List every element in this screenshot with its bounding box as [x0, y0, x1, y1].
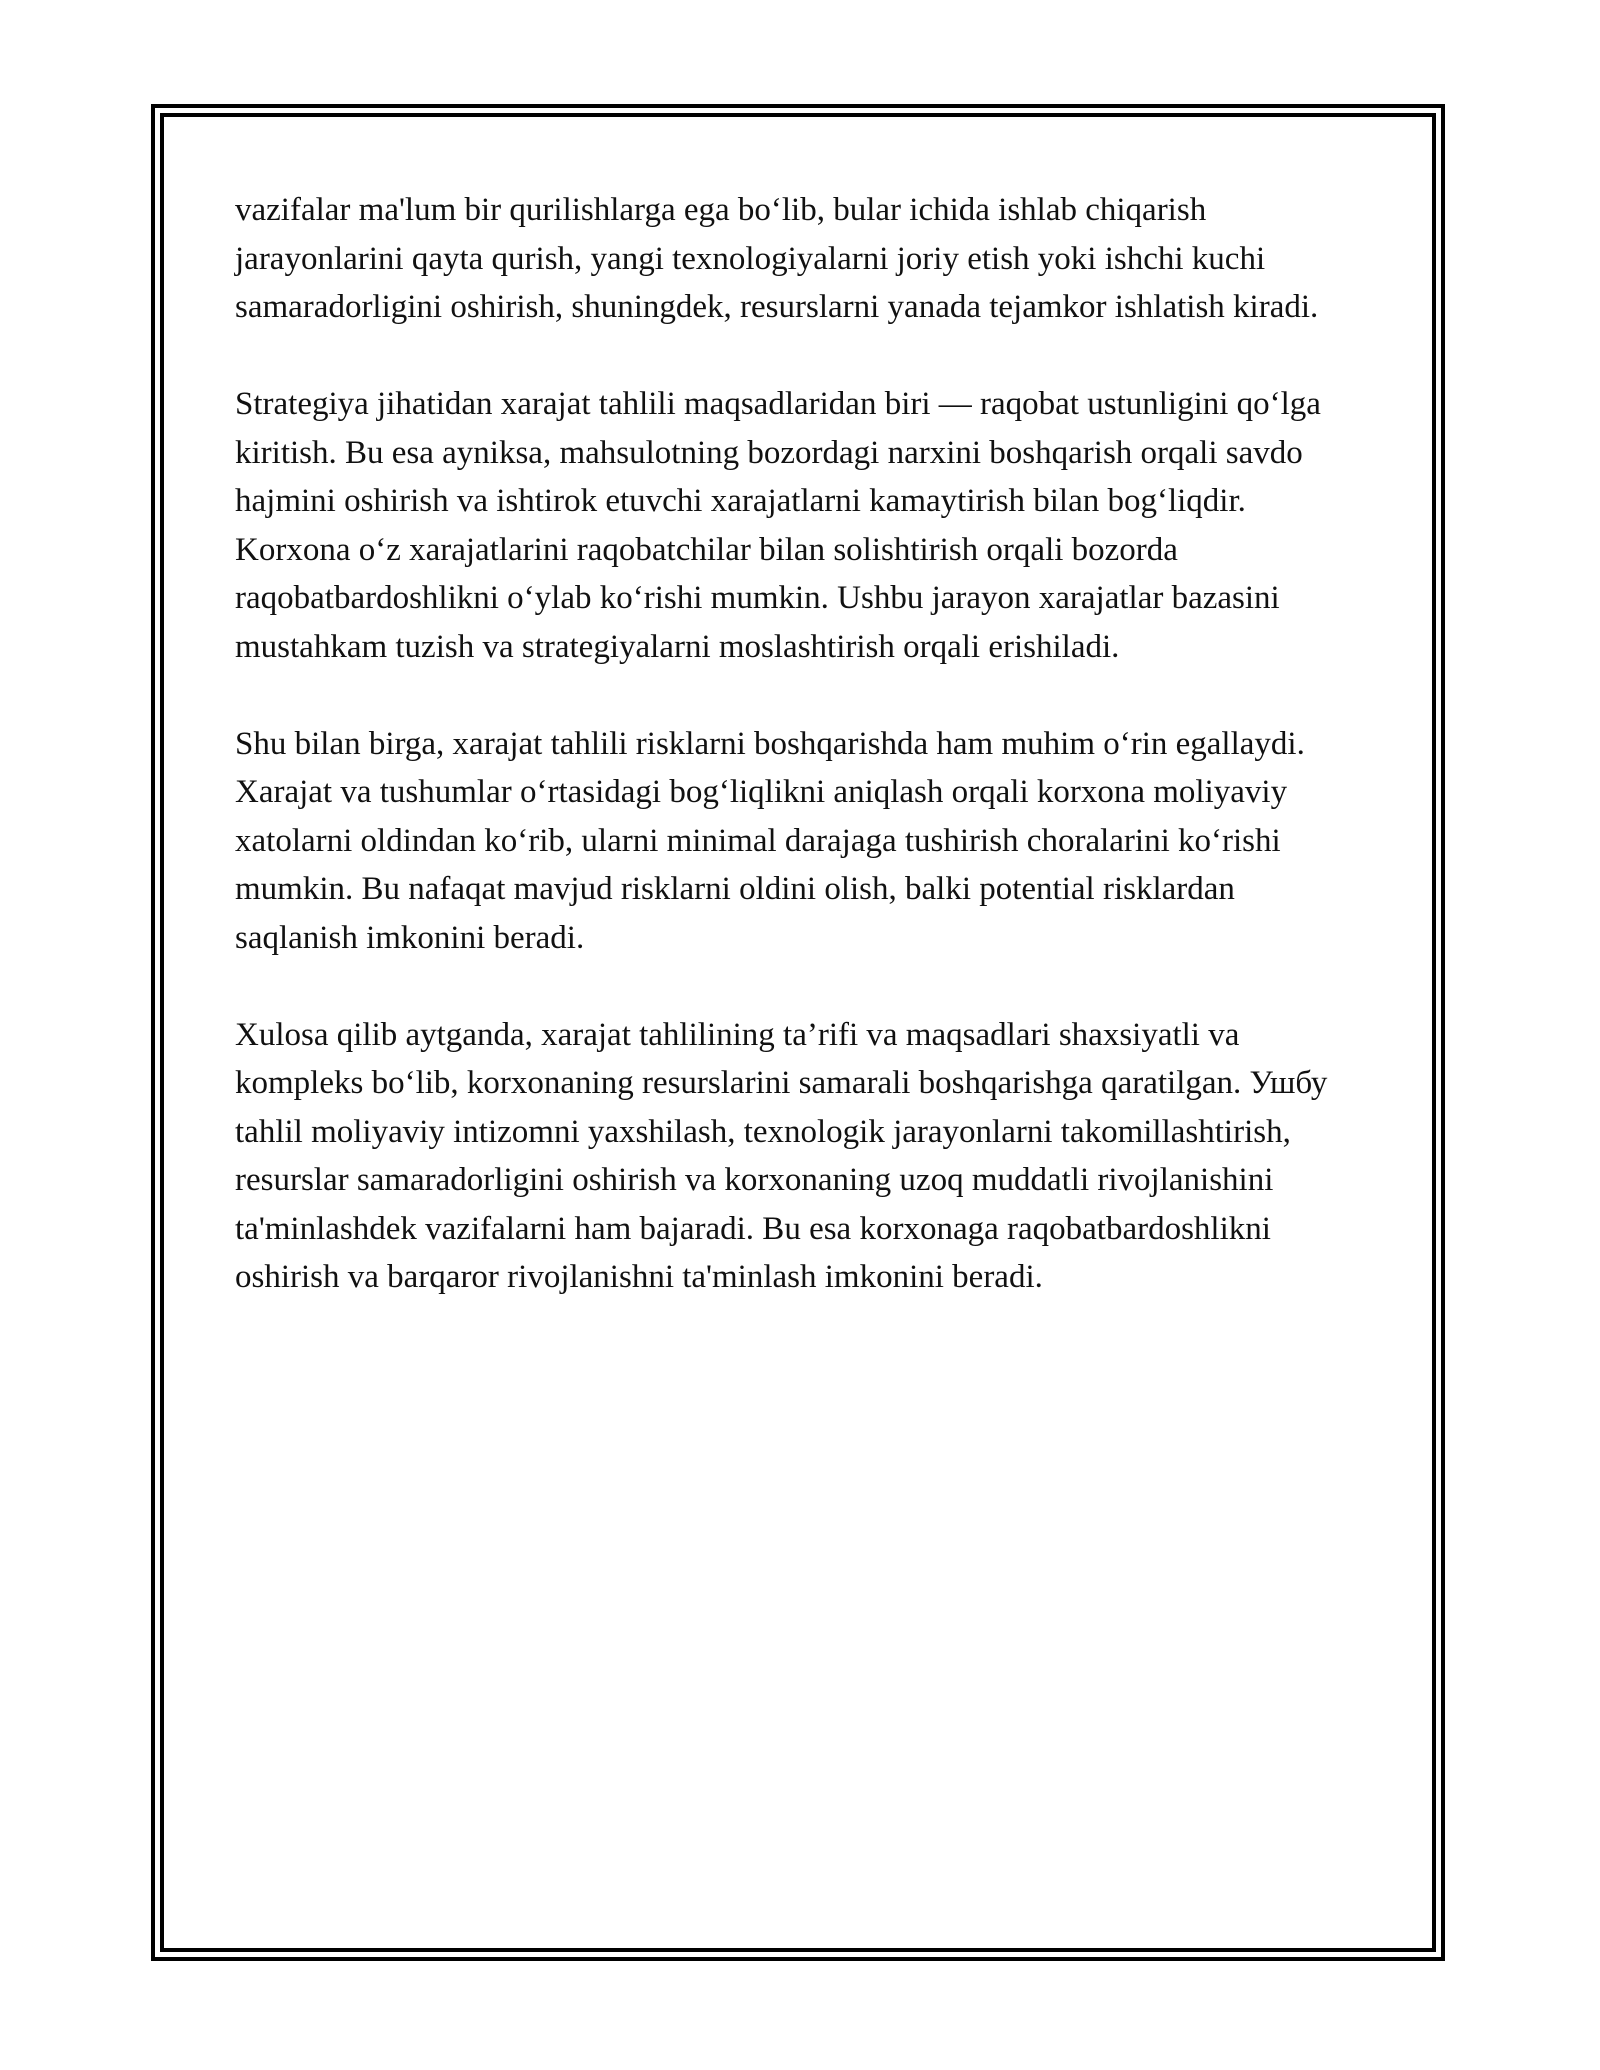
paragraph-2: Strategiya jihatidan xarajat tahlili maqsadlaridan biri — raqobat ustunligini qo‘lga kiritish. Bu esa ayniksa, mahsulotning bozordagi narxini boshqarish orqali savdo hajmini oshirish va ishtirok etuvchi xarajatlarni kamaytirish bilan bog‘liqdir. Korxona o‘z xarajatlarini raqobatchilar bilan solishtirish orqali bozorda raqobatbardoshlikni o‘ylab ko‘rishi mumkin. Ushbu jarayon xarajatlar bazasini mustahkam tuzish va strategiyalarni moslashtirish orqali erishiladi.: [235, 386, 1321, 665]
paragraph-4: Xulosa qilib aytganda, xarajat tahlilining ta’rifi va maqsadlari shaxsiyatli va kompleks bo‘lib, korxonaning resurslarini samarali boshqarishga qaratilgan. Ушбу tahlil moliyaviy intizomni yaxshilash, texnologik jarayonlarni takomillashtirish, resurslar samaradorligini oshirish va korxonaning uzoq muddatli rivojlanishini ta'minlashdek vazifalarni ham bajaradi. Bu esa korxonaga raqobatbardoshlikni oshirish va barqaror rivojlanishni ta'minlash imkonini beradi.: [235, 1016, 1328, 1295]
paragraph-3: Shu bilan birga, xarajat tahlili risklarni boshqarishda ham muhim o‘rin egallaydi. Xarajat va tushumlar o‘rtasidagi bog‘liqlikni aniqlash orqali korxona moliyaviy xatolarni oldindan ko‘rib, ularni minimal darajaga tushirish choralarini ko‘rishi mumkin. Bu nafaqat mavjud risklarni oldini olish, balki potential risklardan saqlanish imkonini beradi.: [235, 725, 1305, 956]
paragraph-1: vazifalar ma'lum bir qurilishlarga ega bo‘lib, bular ichida ishlab chiqarish jarayonlarini qayta qurish, yangi texnologiyalarni joriy etish yoki ishchi kuchi samaradorligini oshirish, shuningdek, resurslarni yanada tejamkor ishlatish kiradi.: [235, 192, 1319, 325]
document-body: [235, 186, 1355, 1350]
